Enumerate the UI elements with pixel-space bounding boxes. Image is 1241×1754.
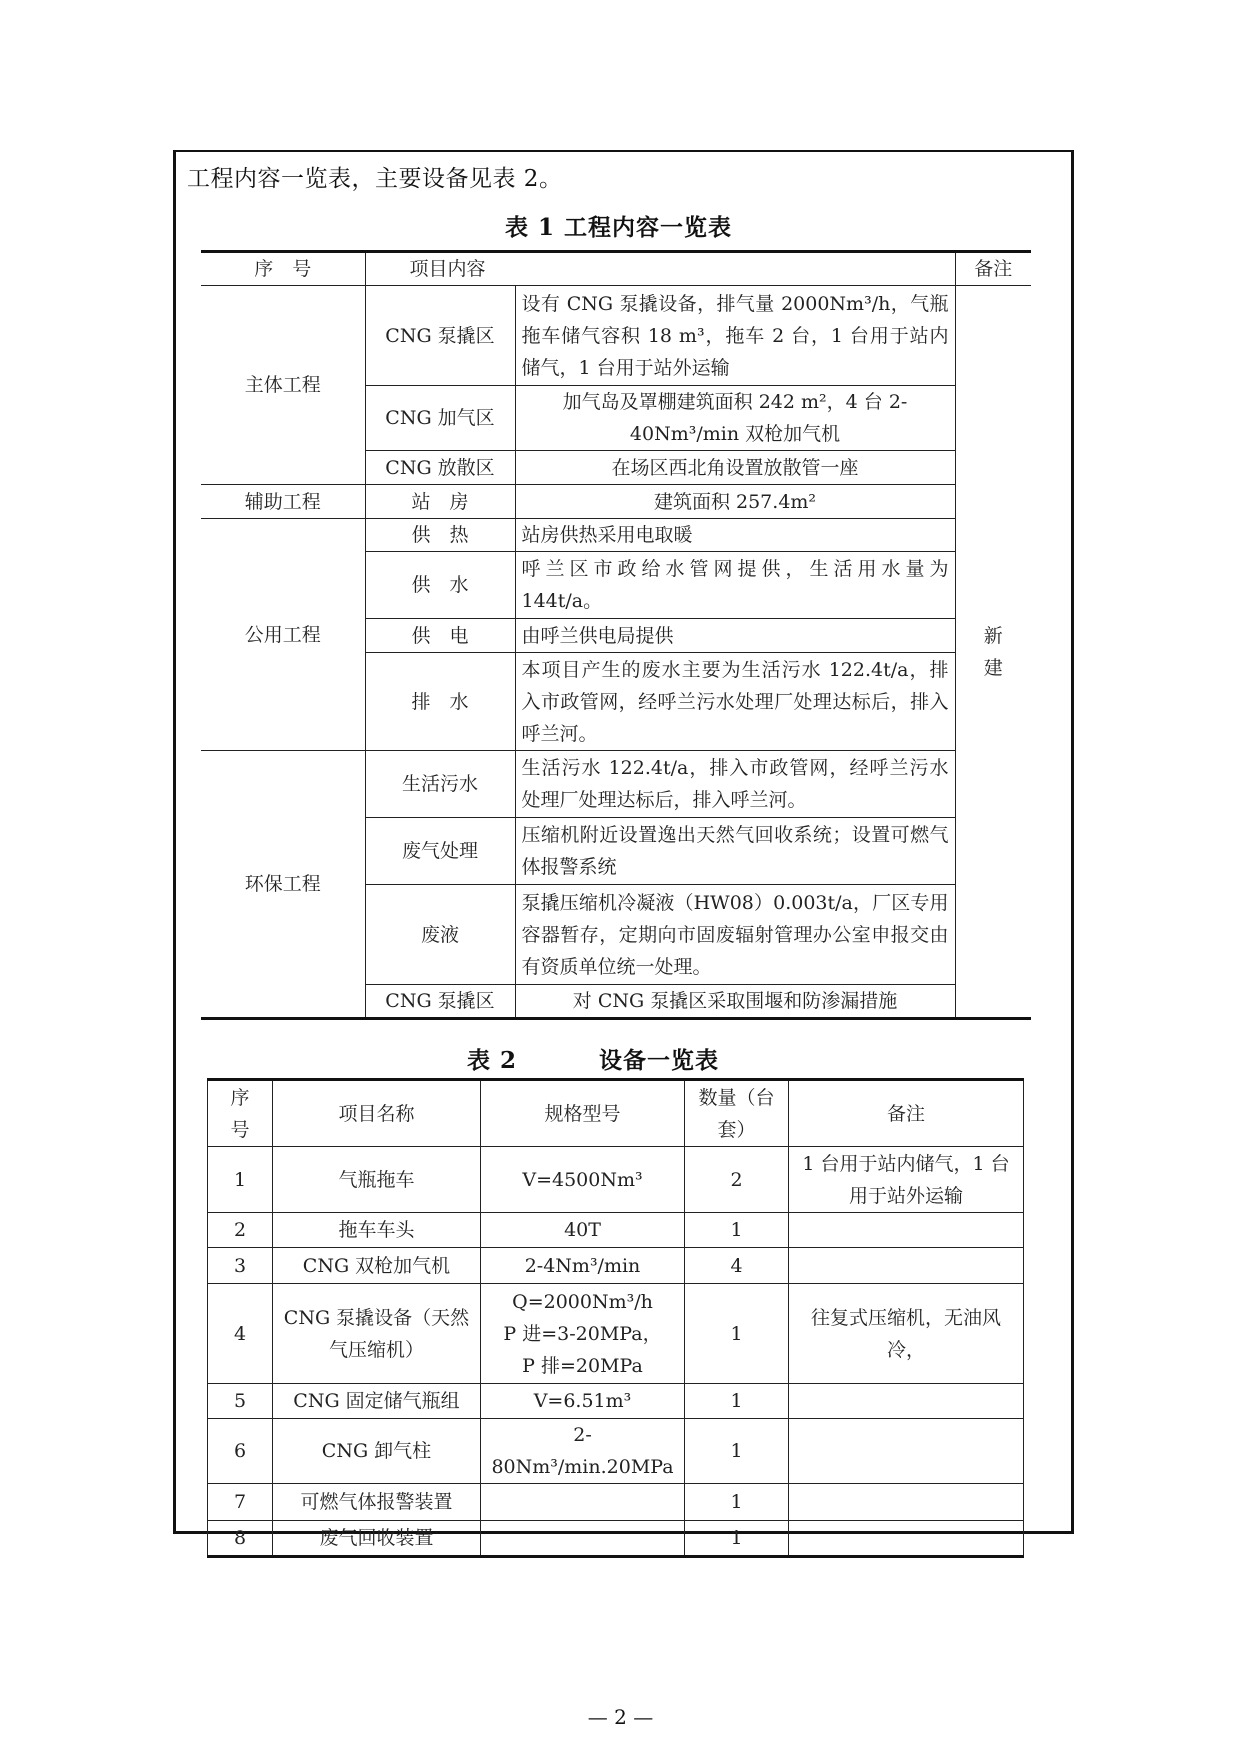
row-name: CNG 双枪加气机: [273, 1248, 481, 1284]
item-label: 生活污水: [365, 751, 515, 818]
item-content: 设有 CNG 泵撬设备，排气量 2000Nm³/h，气瓶拖车储气容积 18 m³，拖车 2 台，1 台用于站内储气，1 台用于站外运输: [515, 286, 955, 386]
item-content: 呼兰区市政给水管网提供，生活用水量为 144t/a。: [515, 552, 955, 619]
header-no: 序 号: [208, 1080, 273, 1147]
table-row: [201, 286, 1031, 386]
row-note: [789, 1484, 1024, 1521]
item-label: 废液: [365, 885, 515, 985]
table-row: [201, 751, 1031, 818]
group-main: 主体工程: [201, 286, 365, 485]
item-label: 排 水: [365, 653, 515, 751]
row-spec: V=4500Nm³: [481, 1147, 685, 1213]
group-env: 环保工程: [201, 751, 365, 1019]
row-no: 5: [208, 1384, 273, 1419]
header-note: 备注: [789, 1080, 1024, 1147]
item-label: CNG 泵撬区: [365, 286, 515, 386]
row-qty: 1: [685, 1419, 789, 1484]
table-row: [208, 1484, 1024, 1521]
item-content: 生活污水 122.4t/a，排入市政管网，经呼兰污水处理厂处理达标后，排入呼兰河。: [515, 751, 955, 818]
row-spec: V=6.51m³: [481, 1384, 685, 1419]
item-content: 对 CNG 泵撬区采取围堰和防渗漏措施: [515, 985, 955, 1019]
item-content: 本项目产生的废水主要为生活污水 122.4t/a，排入市政管网，经呼兰污水处理厂处理达标后，排入呼兰河。: [515, 653, 955, 751]
group-aux: 辅助工程: [201, 485, 365, 519]
item-content: 由呼兰供电局提供: [515, 619, 955, 653]
row-no: 7: [208, 1484, 273, 1521]
header-qty: 数量（台 套）: [685, 1080, 789, 1147]
row-no: 4: [208, 1284, 273, 1384]
table-row: [208, 1213, 1024, 1248]
row-no: 1: [208, 1147, 273, 1213]
table-row: [208, 1419, 1024, 1484]
table-row: [208, 1284, 1024, 1384]
row-no: 3: [208, 1248, 273, 1284]
row-spec: [481, 1484, 685, 1521]
row-spec: [481, 1521, 685, 1557]
row-no: 8: [208, 1521, 273, 1557]
item-label: CNG 泵撬区: [365, 985, 515, 1019]
row-spec: 2-80Nm³/min.20MPa: [481, 1419, 685, 1484]
row-spec: Q=2000Nm³/h P 进=3-20MPa， P 排=20MPa: [481, 1284, 685, 1384]
item-content: 建筑面积 257.4m²: [515, 485, 955, 519]
item-content: 在场区西北角设置放散管一座: [515, 451, 955, 485]
equipment-table: [207, 1078, 1024, 1558]
row-qty: 2: [685, 1147, 789, 1213]
row-note: [789, 1384, 1024, 1419]
row-no: 2: [208, 1213, 273, 1248]
row-name: 废气回收装置: [273, 1521, 481, 1557]
row-qty: 1: [685, 1484, 789, 1521]
row-note: [789, 1521, 1024, 1557]
row-name: CNG 泵撬设备（天然气压缩机）: [273, 1284, 481, 1384]
row-qty: 1: [685, 1213, 789, 1248]
row-no: 6: [208, 1419, 273, 1484]
item-label: 废气处理: [365, 818, 515, 885]
header-note: 备注: [955, 252, 1031, 286]
table2-caption-label: 表 2: [467, 1047, 518, 1074]
table1-caption: 表 1 工程内容一览表: [505, 214, 733, 241]
table2-header-row: [208, 1080, 1024, 1147]
row-name: CNG 卸气柱: [273, 1419, 481, 1484]
row-name: 拖车车头: [273, 1213, 481, 1248]
row-qty: 1: [685, 1284, 789, 1384]
item-label: CNG 放散区: [365, 451, 515, 485]
header-spec: 规格型号: [481, 1080, 685, 1147]
remark-new-build: 新 建: [955, 286, 1031, 1019]
table-row: [201, 485, 1031, 519]
row-name: 可燃气体报警装置: [273, 1484, 481, 1521]
row-qty: 1: [685, 1521, 789, 1557]
page-number: — 2 —: [587, 1705, 654, 1729]
header-content: 项目内容: [365, 252, 955, 286]
item-label: CNG 加气区: [365, 386, 515, 451]
project-content-table: [201, 250, 1031, 1020]
row-spec: 40T: [481, 1213, 685, 1248]
intro-text: 工程内容一览表，主要设备见表 2。: [187, 166, 563, 192]
item-content: 加气岛及罩棚建筑面积 242 m²，4 台 2-40Nm³/min 双枪加气机: [515, 386, 955, 451]
table1-header-row: [201, 252, 1031, 286]
item-content: 站房供热采用电取暖: [515, 519, 955, 552]
group-utility: 公用工程: [201, 519, 365, 751]
row-note: [789, 1248, 1024, 1284]
header-index: 序 号: [201, 252, 365, 286]
table-row: [208, 1248, 1024, 1284]
row-name: 气瓶拖车: [273, 1147, 481, 1213]
row-note: 往复式压缩机，无油风冷，: [789, 1284, 1024, 1384]
row-note: 1 台用于站内储气，1 台用于站外运输: [789, 1147, 1024, 1213]
item-label: 供 电: [365, 619, 515, 653]
row-note: [789, 1419, 1024, 1484]
table-row: [208, 1147, 1024, 1213]
row-qty: 4: [685, 1248, 789, 1284]
item-content: 泵撬压缩机冷凝液（HW08）0.003t/a，厂区专用容器暂存，定期向市固废辐射管理办公室申报交由有资质单位统一处理。: [515, 885, 955, 985]
table2-caption-title: 设备一览表: [599, 1047, 720, 1074]
item-content: 压缩机附近设置逸出天然气回收系统；设置可燃气体报警系统: [515, 818, 955, 885]
row-note: [789, 1213, 1024, 1248]
table-row: [201, 519, 1031, 552]
row-spec: 2-4Nm³/min: [481, 1248, 685, 1284]
item-label: 站 房: [365, 485, 515, 519]
table-row: [208, 1384, 1024, 1419]
item-label: 供 水: [365, 552, 515, 619]
row-name: CNG 固定储气瓶组: [273, 1384, 481, 1419]
table2-caption: [467, 1042, 719, 1075]
item-label: 供 热: [365, 519, 515, 552]
header-name: 项目名称: [273, 1080, 481, 1147]
row-qty: 1: [685, 1384, 789, 1419]
table-row: [208, 1521, 1024, 1557]
